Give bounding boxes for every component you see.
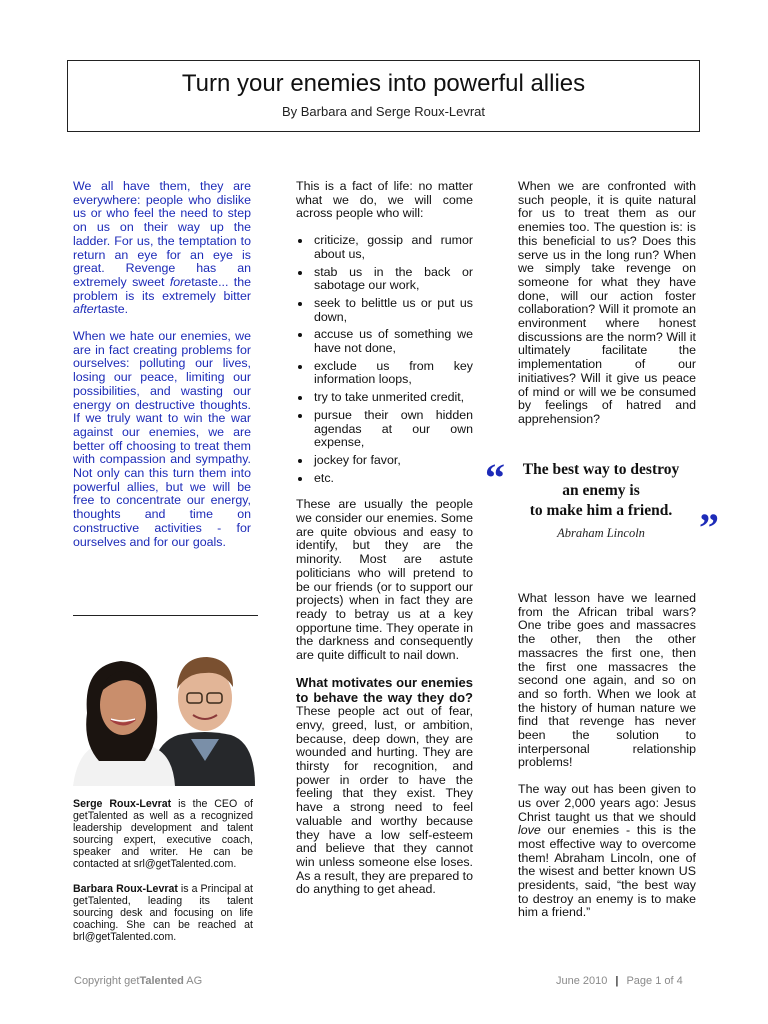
page-title: Turn your enemies into powerful allies: [181, 70, 586, 97]
open-quote-mark: “: [485, 455, 505, 500]
motivation-text: These people act out of fear, envy, greed, lust, or ambition, because, deep down, they are wounded and hurting. They are thirsty for recognition, and power in order to have the feeling that they exist. They have a strong need to feel valuable and worthy because they have a low self-esteem and believe that they cannot win unless someone else loses. As a result, they are prepared to do anything to get ahead.: [296, 704, 474, 897]
bio-serge: [73, 798, 253, 870]
footer-page-info: [556, 975, 683, 987]
intro-emphasis-after: after: [73, 302, 98, 317]
bio-serge-name: Serge Roux-Levrat: [73, 798, 172, 810]
motivation-paragraph: [296, 676, 473, 897]
close-quote-mark: ”: [699, 505, 719, 550]
bio-barbara-text: is a Principal at getTalented, leading its talent sourcing desk and focusing on life coaching. She can be reached at brl@getTalented.com.: [73, 883, 254, 943]
intro-paragraph: [73, 180, 251, 317]
quote-line-1: The best way to destroy: [522, 461, 680, 478]
intro-text-a: We all have them, they are everywhere: people who dislike us or who feel the need to step on us on their way up the ladder. For us, the temptation to return an eye for an eye is great. Revenge has an extremely sweet: [73, 179, 251, 289]
way-out-paragraph: [518, 783, 696, 920]
footer-separator: |: [615, 975, 619, 987]
quote-text: [485, 455, 715, 522]
list-item: try to take unmerited credit,: [314, 391, 473, 405]
pull-quote: [485, 455, 719, 550]
byline: By Barbara and Serge Roux-Levrat: [281, 104, 486, 119]
column-2: [296, 180, 473, 910]
enemies-paragraph: These are usually the people we consider our enemies. Some are quite obvious and easy to identify, but they are the minority. Most are astute politicians who will pretend to be our friends (or to support our projects) when in fact they are ready to betray us at a key opportune time. They operate in the darkness and consequently are quite difficult to nail down.: [296, 497, 473, 663]
bio-barbara: [73, 883, 253, 943]
column-3: [518, 180, 696, 440]
copyright-suffix: AG: [183, 975, 203, 987]
list-item: etc.: [314, 472, 473, 486]
bio-serge-text: is the CEO of getTalented as well as a recognized leadership development and talent sourcing expert, executive coach, speaker and writer. He can be contacted at srl@getTalented.com.: [73, 798, 253, 870]
quote-line-3: to make him a friend.: [529, 502, 673, 519]
column-3-lower: [518, 592, 696, 933]
intro-text-c: taste.: [97, 302, 129, 317]
enemy-behaviors-list: [296, 234, 473, 485]
list-item: seek to belittle us or put us down,: [314, 295, 473, 324]
list-item: jockey for favor,: [314, 454, 473, 468]
hate-paragraph: When we hate our enemies, we are in fact creating problems for ourselves: polluting our lives, losing our peace, limiting our possibilities, and wasting our energy on destructive thoughts. If we truly want to win the war against our enemies, we are better off choosing to treat them with compassion and sympathy. Not only can this turn them into powerful allies, but we will be free to concentrate our energy, thoughts and time on constructive activities - for ourselves and for our goals.: [73, 329, 251, 549]
way-out-emphasis: love: [518, 823, 541, 838]
quote-line-2: an enemy is: [562, 481, 640, 499]
quote-author: Abraham Lincoln: [557, 525, 645, 540]
footer-copyright: [74, 975, 202, 987]
divider-rule: [73, 615, 258, 616]
way-out-text-a: The way out has been given to us over 2,000 years ago: Jesus Christ taught us that we should: [518, 782, 696, 824]
list-item: accuse us of something we have not done,: [314, 327, 473, 356]
intro-emphasis-fore: fore: [169, 274, 192, 289]
page-number: Page 1 of 4: [626, 975, 683, 987]
authors-photo: [73, 643, 255, 786]
tribal-wars-paragraph: What lesson have we learned from the African tribal wars? One tribe goes and massacres the other, then the other massacres the first one, then the first one massacres the second one again, and so on and so forth. When we look at the history of human nature we find that revenge has never been the solution to interpersonal relationship problems!: [518, 591, 696, 770]
confronted-paragraph: When we are confronted with such people, it is quite natural for us to treat them as our enemies too. The question is: is this beneficial to us? Does this serve us in the long run? When we simply take revenge on someone for what they have done, will our action foster collaboration? Will it promote an environment where honest discussions are the norm? Will it ultimately facilitate the implementation of our initiatives? Will it give us peace of mind or will we be consumed by feelings of hatred and apprehension?: [518, 179, 696, 426]
column-1: [73, 180, 251, 562]
fact-of-life-paragraph: This is a fact of life: no matter what we do, we will come across people who will:: [296, 179, 473, 221]
way-out-text-b: our enemies - this is the most effective way to overcome them! Abraham Lincoln, one of the wisest and better known US presidents, said, “the best way to destroy an enemy is to make him a friend.”: [518, 823, 696, 920]
footer-date: June 2010: [556, 975, 608, 987]
list-item: criticize, gossip and rumor about us,: [314, 233, 473, 261]
motivation-heading: What motivates our enemies to behave the way they do?: [296, 674, 473, 705]
copyright-prefix: Copyright get: [74, 975, 140, 987]
list-item: exclude us from key information loops,: [314, 358, 473, 387]
copyright-brand: Talented: [139, 975, 184, 987]
list-item: stab us in the back or sabotage our work,: [314, 264, 473, 293]
list-item: pursue their own hidden agendas at our own expense,: [314, 407, 473, 450]
bio-barbara-name: Barbara Roux-Levrat: [73, 883, 178, 895]
intro-text-b: taste... the problem is its extremely bitter: [73, 274, 251, 303]
title-box: [67, 60, 700, 132]
